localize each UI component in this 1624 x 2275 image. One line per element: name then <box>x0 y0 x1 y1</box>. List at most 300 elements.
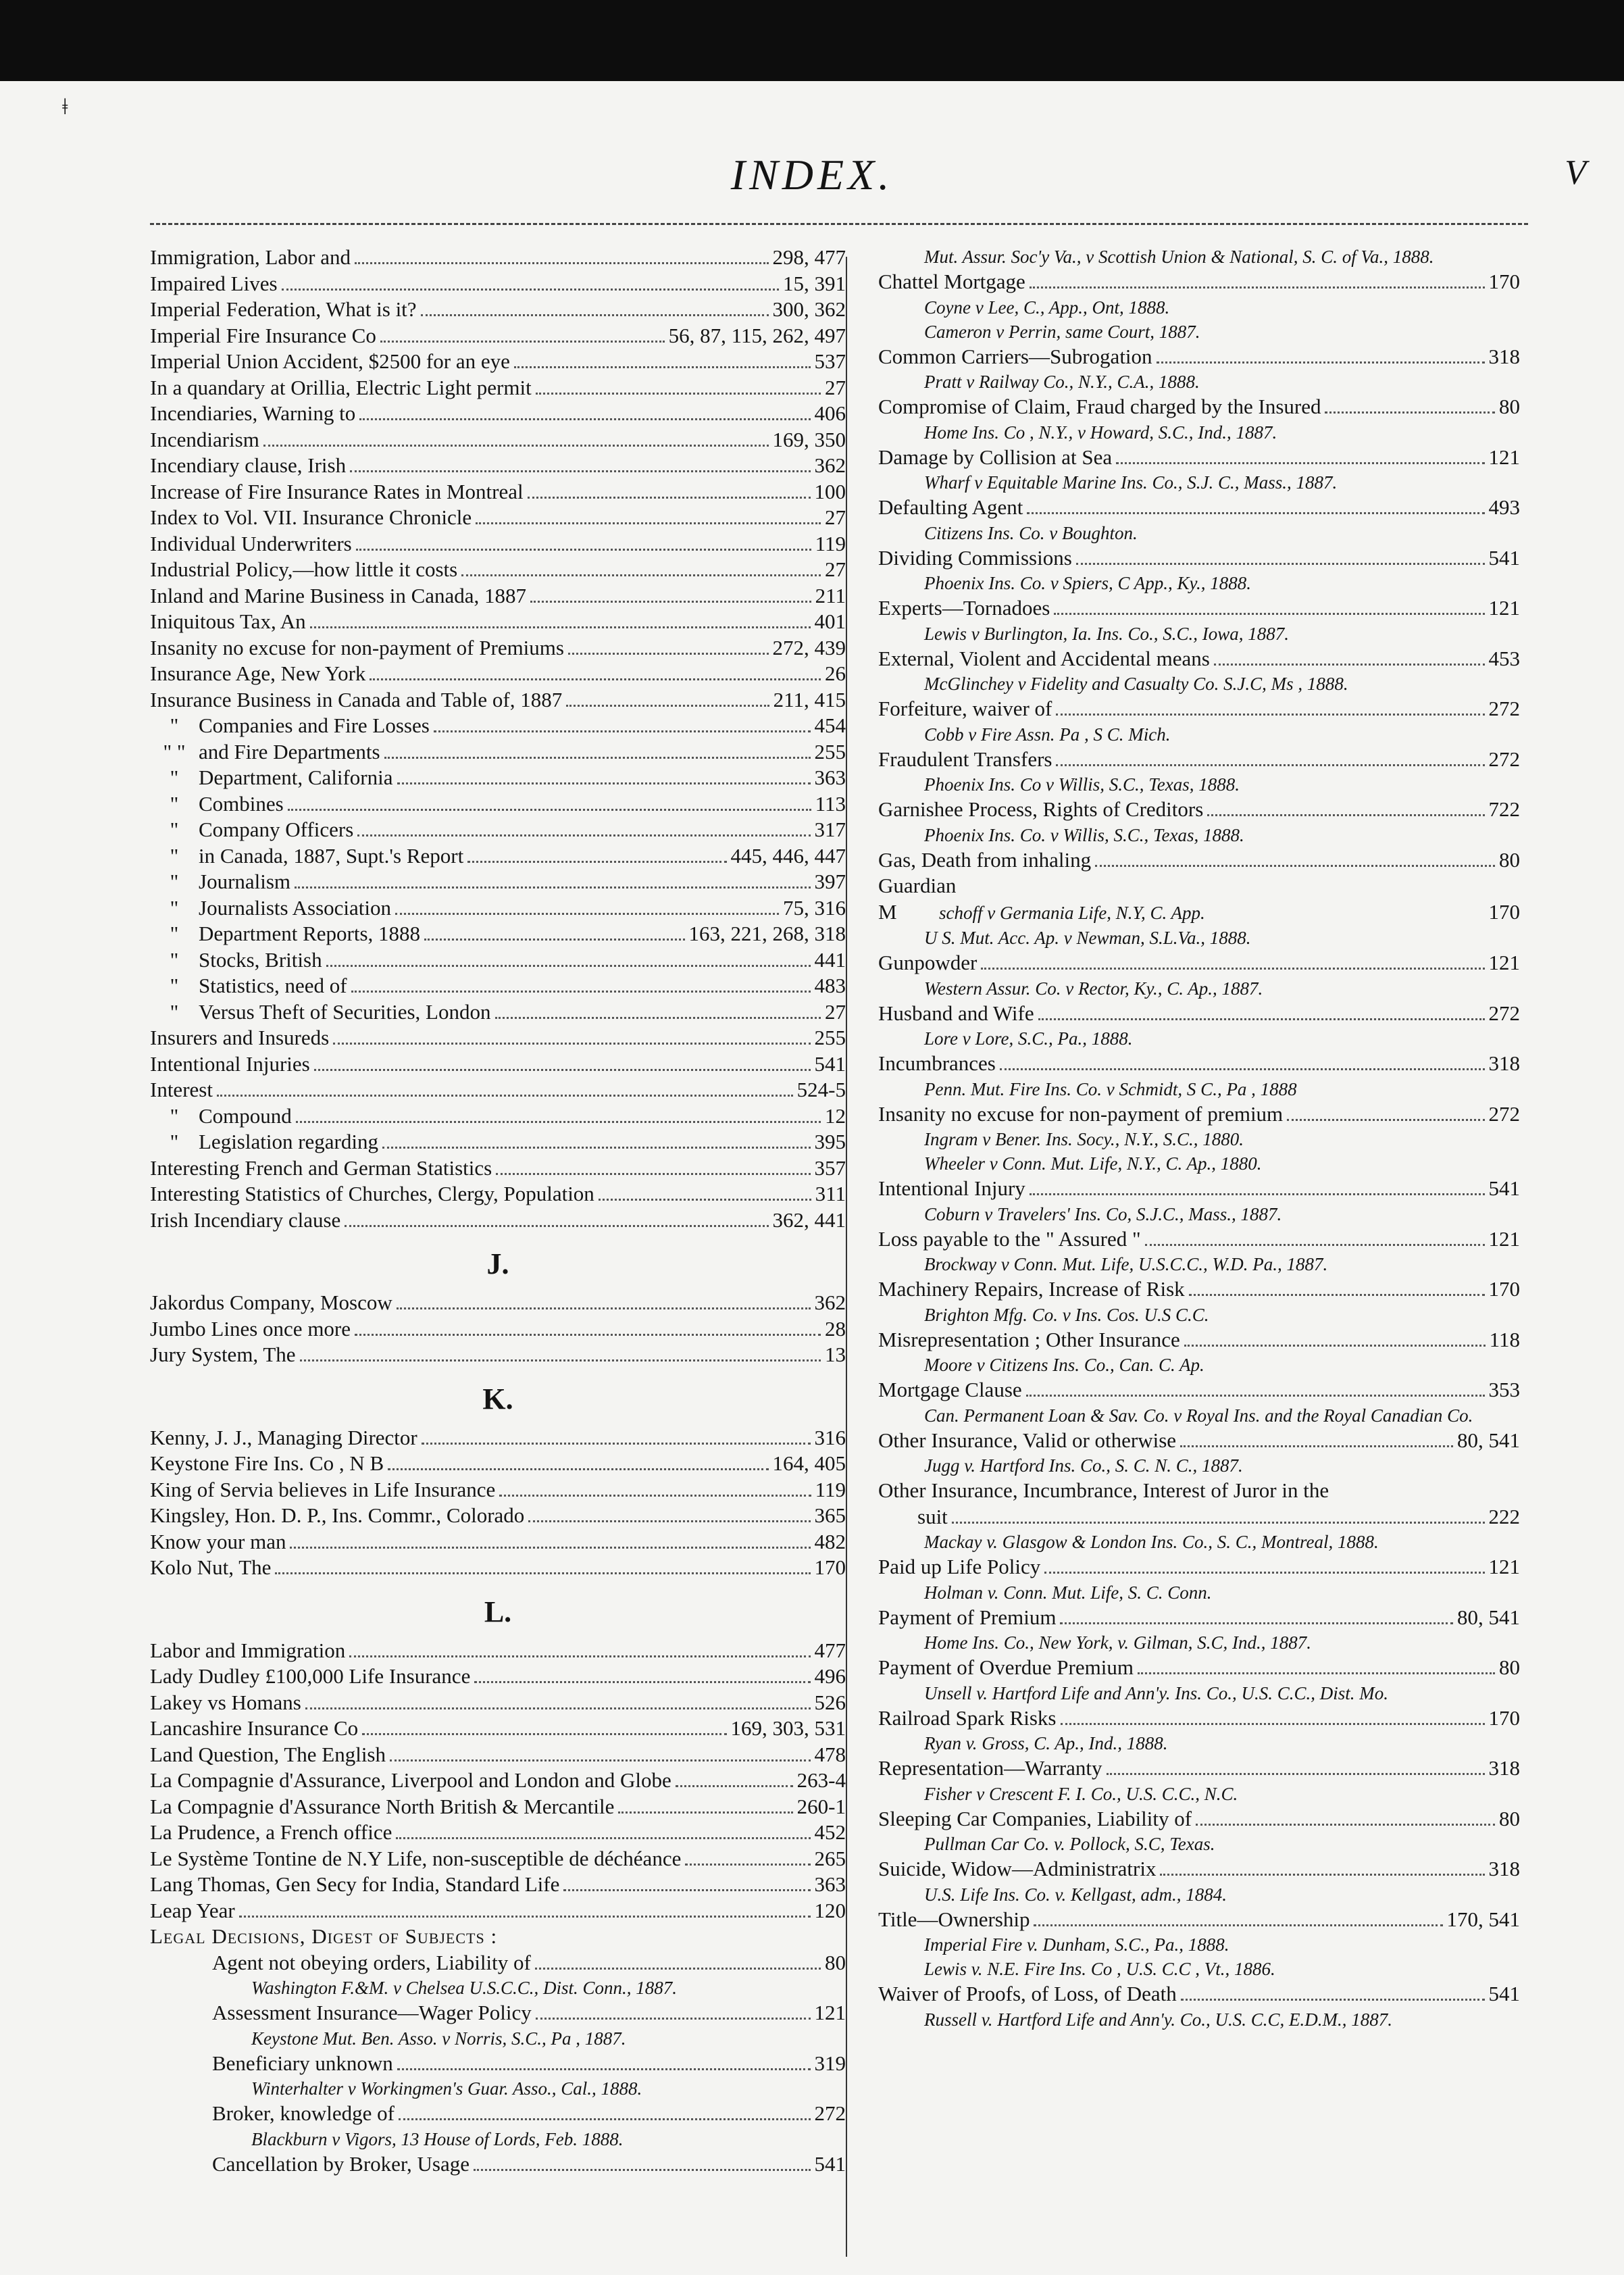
case-citation: Keystone Mut. Ben. Asso. v Norris, S.C., Pa , 1887. <box>251 2028 626 2049</box>
entry-pages: 319 <box>814 2051 846 2075</box>
dot-leader <box>467 861 726 863</box>
dot-leader <box>1030 1193 1485 1195</box>
index-entry <box>878 1276 1520 1303</box>
case-citation: Mackay v. Glasgow & London Ins. Co., S. C., Montreal, 1888. <box>924 1532 1379 1552</box>
entry-title: Payment of Premium <box>878 1605 1057 1629</box>
dot-leader <box>399 2118 811 2120</box>
index-entry <box>878 595 1520 622</box>
dot-leader <box>333 1043 810 1045</box>
entry-title: Inland and Marine Business in Canada, 1887 <box>150 583 527 607</box>
entry-pages: 395 <box>814 1130 846 1153</box>
legal-entries-2 <box>878 950 1520 1478</box>
dot-leader <box>1000 1068 1485 1070</box>
index-entry <box>150 817 846 843</box>
entry-pages: 526 <box>814 1690 846 1714</box>
section-letter-k: K. <box>482 1382 513 1416</box>
dot-leader <box>380 341 665 343</box>
entry-title: Agent not obeying orders, Liability of <box>212 1950 531 1974</box>
index-entry <box>150 1742 846 1768</box>
index-entry <box>150 765 846 791</box>
entry-pages: 318 <box>1488 1857 1520 1880</box>
index-entry <box>878 1504 1520 1530</box>
dot-leader <box>536 2018 811 2020</box>
index-entry <box>150 1950 846 1976</box>
case-citation: Brighton Mfg. Co. v Ins. Cos. U.S C.C. <box>924 1304 1209 1325</box>
ditto-mark: " <box>170 870 179 893</box>
entry-title: Incendiary clause, Irish <box>150 453 347 477</box>
entry-pages: 317 <box>814 818 846 841</box>
entry-title: Lakey vs Homans <box>150 1690 301 1714</box>
dot-leader <box>514 366 811 368</box>
index-entry <box>150 401 846 427</box>
entry-pages: 477 <box>814 1638 846 1662</box>
entry-pages: 255 <box>814 1026 846 1049</box>
dot-leader <box>1038 1018 1485 1020</box>
entry-pages: 362 <box>814 453 846 477</box>
dot-leader <box>1061 1723 1485 1725</box>
entry-pages: 27 <box>825 505 846 529</box>
entry-title: Department, California <box>199 766 393 789</box>
entry-pages: 272, 439 <box>772 635 846 659</box>
entry-title: Mortgage Clause <box>878 1378 1022 1401</box>
entry-pages: 362 <box>814 1291 846 1314</box>
entry-title: Individual Underwriters <box>150 531 352 555</box>
index-entry <box>150 1077 846 1103</box>
case-citation: Jugg v. Hartford Ins. Co., S. C. N. C., 1887. <box>924 1455 1243 1476</box>
dot-leader <box>1056 714 1484 716</box>
entry-pages: 80, 541 <box>1457 1428 1520 1452</box>
index-entry <box>150 2101 846 2127</box>
dot-leader <box>296 1121 821 1123</box>
entry-pages: 493 <box>1488 495 1520 519</box>
index-entry <box>878 1176 1520 1202</box>
dot-leader <box>1181 1999 1485 2001</box>
entry-title: Damage by Collision at Sea <box>878 445 1113 469</box>
insurance-subentries <box>150 713 846 1025</box>
entry-pages: 15, 391 <box>783 271 846 295</box>
entry-title: Insurance Age, New York <box>150 661 366 685</box>
entry-pages: 80 <box>825 1950 846 1974</box>
i-entries <box>150 245 846 713</box>
ditto-mark: " <box>170 843 179 868</box>
entry-pages: 537 <box>814 349 846 373</box>
entry-title: Intentional Injuries <box>150 1051 310 1076</box>
entry-title: Jumbo Lines once more <box>150 1316 351 1341</box>
entry-pages: 318 <box>1488 1756 1520 1780</box>
dot-leader <box>351 991 811 993</box>
entry-pages: 406 <box>814 401 846 425</box>
ditto-mark: " " <box>163 739 186 764</box>
index-entry <box>150 297 846 323</box>
index-entry <box>878 646 1520 672</box>
case-citation: Western Assur. Co. v Rector, Ky., C. Ap., 1887. <box>924 978 1263 999</box>
dot-leader <box>1034 1924 1442 1926</box>
entry-pages: 119 <box>815 531 846 555</box>
case-citation: Lore v Lore, S.C., Pa., 1888. <box>924 1028 1133 1049</box>
case-citation: Pullman Car Co. v. Pollock, S.C, Texas. <box>924 1834 1215 1854</box>
index-entry <box>150 453 846 479</box>
index-entry <box>878 269 1520 295</box>
dot-leader <box>1076 563 1485 565</box>
dot-leader <box>1056 764 1484 766</box>
dot-leader <box>981 968 1484 970</box>
section-letter-l: L. <box>484 1595 512 1628</box>
index-entry <box>150 1051 846 1078</box>
dot-leader <box>563 1889 810 1891</box>
dot-leader <box>618 1811 792 1814</box>
entry-pages: 445, 446, 447 <box>730 843 846 868</box>
entry-title: Interest <box>150 1078 213 1101</box>
entry-title: Representation—Warranty <box>878 1756 1102 1780</box>
index-entry <box>150 895 846 922</box>
index-entry <box>878 1856 1520 1882</box>
index-entry <box>878 1605 1520 1631</box>
entry-pages: 318 <box>1488 344 1520 368</box>
entry-title: Immigration, Labor and <box>150 245 351 269</box>
index-entry <box>150 505 846 531</box>
index-entry <box>150 1898 846 1924</box>
dot-leader <box>1138 1672 1495 1674</box>
dot-leader <box>474 1681 810 1683</box>
entry-pages: 482 <box>814 1529 846 1553</box>
entry-pages: 121 <box>1488 596 1520 620</box>
entry-pages: 362, 441 <box>772 1207 846 1232</box>
entry-pages: 27 <box>825 999 846 1024</box>
entry-title: Loss payable to the " Assured " <box>878 1226 1141 1251</box>
index-entry <box>150 1155 846 1182</box>
index-entry <box>150 713 846 739</box>
entry-pages: 80 <box>1499 847 1520 872</box>
entry-pages: 453 <box>1488 646 1520 670</box>
dot-leader <box>1095 865 1495 867</box>
entry-pages: 357 <box>814 1155 846 1180</box>
case-citation: McGlinchey v Fidelity and Casualty Co. S.J.C, Ms , 1888. <box>924 674 1348 694</box>
index-entry <box>150 843 846 870</box>
entry-title: Le Système Tontine de N.Y Life, non-susceptible de déchéance <box>150 1846 682 1870</box>
case-citation: Washington F.&M. v Chelsea U.S.C.C., Dist. Conn., 1887. <box>251 1978 678 1998</box>
dot-leader <box>384 757 811 759</box>
entry-title: Guardian <box>878 874 957 897</box>
case-citation: Cameron v Perrin, same Court, 1887. <box>924 321 1200 342</box>
dot-leader <box>424 939 684 941</box>
entry-title: Machinery Repairs, Increase of Risk <box>878 1277 1185 1301</box>
index-entry <box>878 1981 1520 2007</box>
entry-title: Husband and Wife <box>878 1001 1034 1025</box>
dot-leader <box>1157 361 1485 364</box>
case-citation: Coburn v Travelers' Ins. Co, S.J.C., Mass., 1887. <box>924 1203 1282 1224</box>
dot-leader <box>1180 1445 1453 1447</box>
case-citation: Home Ins. Co , N.Y., v Howard, S.C., Ind., 1887. <box>924 422 1277 443</box>
entry-title: Lady Dudley £100,000 Life Insurance <box>150 1664 471 1688</box>
case-citation: Home Ins. Co., New York, v. Gilman, S.C, Ind., 1887. <box>924 1632 1311 1653</box>
entry-title: Department Reports, 1888 <box>199 922 421 945</box>
case-citation: Phoenix Ins. Co. v Willis, S.C., Texas, 1888. <box>924 824 1244 845</box>
case-citation: Blackburn v Vigors, 13 House of Lords, Feb. 1888. <box>251 2128 624 2149</box>
index-entry <box>878 1806 1520 1832</box>
entry-pages: 365 <box>814 1503 846 1527</box>
case-citation: Penn. Mut. Fire Ins. Co. v Schmidt, S C., Pa , 1888 <box>924 1078 1297 1099</box>
ditto-mark: " <box>170 999 179 1024</box>
dot-leader <box>1214 664 1485 666</box>
entry-pages: 452 <box>814 1820 846 1844</box>
entry-title: Common Carriers—Subrogation <box>878 344 1152 368</box>
dot-leader <box>1145 1244 1485 1246</box>
dot-leader <box>1054 613 1484 615</box>
ditto-mark: " <box>170 1130 179 1153</box>
entry-pages: 441 <box>814 947 846 972</box>
ditto-mark: " <box>170 895 179 920</box>
entry-title: Imperial Federation, What is it? <box>150 297 417 321</box>
index-entry <box>150 739 846 766</box>
entry-title: Iniquitous Tax, An <box>150 609 306 633</box>
dot-leader <box>1030 286 1485 289</box>
ditto-mark: " <box>170 974 179 997</box>
case-citation: Citizens Ins. Co. v Boughton. <box>924 522 1138 543</box>
i-entries-continued <box>150 1025 846 1103</box>
dot-leader <box>1107 1773 1485 1775</box>
index-entry <box>878 1907 1520 1933</box>
entry-pages: 12 <box>825 1103 846 1128</box>
dot-leader <box>359 418 810 420</box>
case-citation: Wheeler v Conn. Mut. Life, N.Y., C. Ap., 1880. <box>924 1153 1262 1174</box>
entry-pages: 163, 221, 268, 318 <box>688 922 846 945</box>
legal-entries-3 <box>878 1554 1520 2032</box>
index-entry <box>150 1690 846 1716</box>
entry-title: La Compagnie d'Assurance, Liverpool and London and Globe <box>150 1768 671 1792</box>
entry-title: Stocks, British <box>199 947 322 972</box>
entry-title: Lang Thomas, Gen Secy for India, Standard Life <box>150 1872 560 1896</box>
case-citation: Pratt v Railway Co., N.Y., C.A., 1888. <box>924 372 1200 392</box>
ditto-mark: " <box>170 1103 179 1128</box>
entry-title: Garnishee Process, Rights of Creditors <box>878 797 1204 821</box>
index-entry <box>878 1705 1520 1732</box>
index-entry <box>150 1768 846 1794</box>
entry-pages: 300, 362 <box>772 297 846 321</box>
right-column <box>878 245 1520 2032</box>
entry-title: Increase of Fire Insurance Rates in Montreal <box>150 479 524 503</box>
entry-title: La Prudence, a French office <box>150 1820 392 1844</box>
index-entry <box>150 609 846 635</box>
index-entry <box>878 1377 1520 1403</box>
entry-title: Insanity no excuse for non-payment of Premiums <box>150 635 564 659</box>
dot-leader <box>217 1095 793 1097</box>
section-letter-j: J. <box>486 1247 509 1280</box>
index-entry <box>150 973 846 999</box>
index-entry <box>150 1872 846 1898</box>
ditto-mark: " <box>170 766 179 789</box>
entry-pages: 170 <box>1488 899 1520 924</box>
index-entry <box>150 1103 846 1130</box>
index-entry <box>878 696 1520 722</box>
entry-title: Other Insurance, Valid or otherwise <box>878 1428 1177 1452</box>
index-entry <box>878 445 1520 471</box>
dot-leader <box>355 1334 821 1336</box>
k-entries <box>150 1425 846 1581</box>
entry-pages: 316 <box>814 1425 846 1449</box>
j-entries <box>150 1290 846 1368</box>
index-entry <box>150 2000 846 2026</box>
entry-pages: 401 <box>814 609 846 633</box>
entry-pages: 119 <box>815 1477 846 1501</box>
entry-title: suit <box>917 1504 948 1528</box>
entry-title: King of Servia believes in Life Insurance <box>150 1477 496 1501</box>
index-entry <box>150 1316 846 1343</box>
dot-leader <box>310 626 811 628</box>
entry-pages: 26 <box>825 661 846 685</box>
case-citation: Lewis v Burlington, Ia. Ins. Co., S.C., Iowa, 1887. <box>924 623 1290 644</box>
dot-leader <box>1184 1345 1486 1347</box>
index-entry <box>150 947 846 974</box>
case-citation: schoff v Germania Life, N.Y, C. App. <box>939 902 1205 923</box>
index-entry <box>150 1664 846 1690</box>
case-citation: Cobb v Fire Assn. Pa , S C. Mich. <box>924 724 1171 745</box>
entry-pages: 170 <box>814 1555 846 1579</box>
entry-title: Paid up Life Policy <box>878 1555 1041 1578</box>
index-entry <box>150 531 846 557</box>
dot-leader <box>496 1173 810 1175</box>
dot-leader <box>535 1968 821 1970</box>
legal-decisions-heading: Legal Decisions, Digest of Subjects : <box>150 1924 498 1948</box>
entry-title: Incendiarism <box>150 427 259 451</box>
dot-leader <box>1287 1119 1484 1121</box>
entry-title: Kenny, J. J., Managing Director <box>150 1425 417 1449</box>
case-citation: Phoenix Ins. Co. v Spiers, C App., Ky., 1888. <box>924 573 1251 593</box>
entry-pages: 363 <box>814 766 846 789</box>
index-entry <box>150 1290 846 1316</box>
entry-title: Railroad Spark Risks <box>878 1705 1057 1730</box>
entry-title: Defaulting Agent <box>878 495 1023 519</box>
index-entry <box>878 1655 1520 1681</box>
entry-title: Insanity no excuse for non-payment of premium <box>878 1101 1284 1126</box>
case-citation: Coyne v Lee, C., App., Ont, 1888. <box>924 297 1170 318</box>
entry-pages: 170, 541 <box>1446 1907 1520 1931</box>
index-entry <box>150 1794 846 1820</box>
entry-pages: 80 <box>1499 1655 1520 1679</box>
dot-leader <box>1160 1874 1484 1876</box>
entry-pages: 28 <box>825 1316 846 1341</box>
index-entry <box>150 661 846 687</box>
entry-pages: 164, 405 <box>772 1451 846 1475</box>
dot-leader <box>390 1759 811 1761</box>
entry-pages: 363 <box>814 1872 846 1896</box>
case-citation: Can. Permanent Loan & Sav. Co. v Royal Ins. and the Royal Canadian Co. <box>924 1405 1473 1426</box>
case-citation: U S. Mut. Acc. Ap. v Newman, S.L.Va., 1888. <box>924 928 1251 948</box>
case-citation: Phoenix Ins. Co v Willis, S.C., Texas, 1888. <box>924 774 1240 795</box>
entry-title: Experts—Tornadoes <box>878 596 1050 620</box>
dot-leader <box>288 809 811 811</box>
index-entry <box>150 2051 846 2077</box>
entry-pages: 80 <box>1499 395 1520 418</box>
column-divider <box>846 257 847 2257</box>
entry-title: Labor and Immigration <box>150 1638 346 1662</box>
dot-leader <box>275 1572 810 1574</box>
index-entry <box>878 1755 1520 1782</box>
dot-leader <box>568 653 769 655</box>
index-entry <box>878 1001 1520 1027</box>
case-citation: Lewis v. N.E. Fire Ins. Co , U.S. C.C , Vt., 1886. <box>924 1959 1275 1979</box>
index-entry <box>878 1226 1520 1253</box>
entry-pages: 478 <box>814 1742 846 1766</box>
entry-title: Industrial Policy,—how little it costs <box>150 557 458 581</box>
entry-pages: 263-4 <box>796 1768 846 1792</box>
dot-leader <box>530 601 811 603</box>
entry-title: Interesting French and German Statistics <box>150 1155 492 1180</box>
index-entry <box>150 323 846 349</box>
dot-leader <box>495 1017 821 1019</box>
entry-title: Forfeiture, waiver of <box>878 697 1052 720</box>
index-entry <box>150 1477 846 1503</box>
entry-pages: 121 <box>1488 445 1520 469</box>
entry-pages: 80 <box>1499 1806 1520 1830</box>
entry-pages: 272 <box>1488 1001 1520 1025</box>
dot-leader <box>421 314 769 316</box>
dot-leader <box>239 1916 811 1918</box>
index-entry <box>150 1820 846 1846</box>
dot-leader <box>536 393 821 395</box>
guardian-case-line <box>878 899 1520 926</box>
entry-pages: 454 <box>814 714 846 737</box>
entry-pages: 265 <box>814 1846 846 1870</box>
dot-leader <box>282 289 779 291</box>
index-entry <box>150 1503 846 1529</box>
entry-pages: 255 <box>814 739 846 764</box>
case-citation: Winterhalter v Workingmen's Guar. Asso., Cal., 1888. <box>251 2078 642 2099</box>
entry-title: Insurers and Insureds <box>150 1026 330 1049</box>
entry-pages: 170 <box>1488 1277 1520 1301</box>
dot-leader <box>396 1837 810 1839</box>
entry-title: Irish Incendiary clause <box>150 1207 341 1232</box>
index-entry <box>878 394 1520 420</box>
entry-title: Jakordus Company, Moscow <box>150 1291 392 1314</box>
entry-pages: 80, 541 <box>1457 1605 1520 1629</box>
entry-pages: 121 <box>1488 951 1520 974</box>
entry-title: Insurance Business in Canada and Table of, 1887 <box>150 687 563 711</box>
index-entry <box>150 1451 846 1477</box>
entry-pages: 524-5 <box>796 1078 846 1101</box>
dot-leader <box>1116 462 1484 464</box>
entry-pages: 27 <box>825 375 846 399</box>
entry-title: Suicide, Widow—Administratrix <box>878 1857 1157 1880</box>
dot-leader <box>476 522 821 524</box>
entry-title: Land Question, The English <box>150 1742 386 1766</box>
entry-pages: 272 <box>814 2101 846 2125</box>
entry-title: Other Insurance, Incumbrance, Interest of Juror in the <box>878 1478 1329 1502</box>
entry-title: Gunpowder <box>878 951 978 974</box>
scan-top-band <box>0 0 1624 81</box>
entry-title: Gas, Death from inhaling <box>878 847 1092 872</box>
dot-leader <box>350 470 810 472</box>
entry-title: Imperial Fire Insurance Co <box>150 323 376 347</box>
entry-title: Impaired Lives <box>150 271 278 295</box>
case-citation: Wharf v Equitable Marine Ins. Co., S.J. C., Mass., 1887. <box>924 472 1338 493</box>
entry-pages: 56, 87, 115, 262, 497 <box>668 323 846 347</box>
case-citation: Moore v Citizens Ins. Co., Can. C. Ap. <box>924 1355 1204 1375</box>
dot-leader <box>356 549 811 551</box>
case-citation: Unsell v. Hartford Life and Ann'y. Ins. Co., U.S. C.C., Dist. Mo. <box>924 1682 1389 1703</box>
dot-leader <box>1196 1824 1495 1826</box>
index-entry <box>150 479 846 505</box>
case-citation: Ryan v. Gross, C. Ap., Ind., 1888. <box>924 1733 1168 1753</box>
entry-title: External, Violent and Accidental means <box>878 646 1210 670</box>
entry-title: Versus Theft of Securities, London <box>199 999 491 1024</box>
entry-title: and Fire Departments <box>199 739 380 764</box>
index-entry <box>878 1101 1520 1128</box>
case-citation: U.S. Life Ins. Co. v. Kellgast, adm., 1884. <box>924 1884 1227 1905</box>
entry-title: Compromise of Claim, Fraud charged by the Insured <box>878 395 1321 418</box>
dot-leader <box>461 574 821 576</box>
entry-title: Dividing Commissions <box>878 545 1072 570</box>
index-entry <box>150 583 846 609</box>
